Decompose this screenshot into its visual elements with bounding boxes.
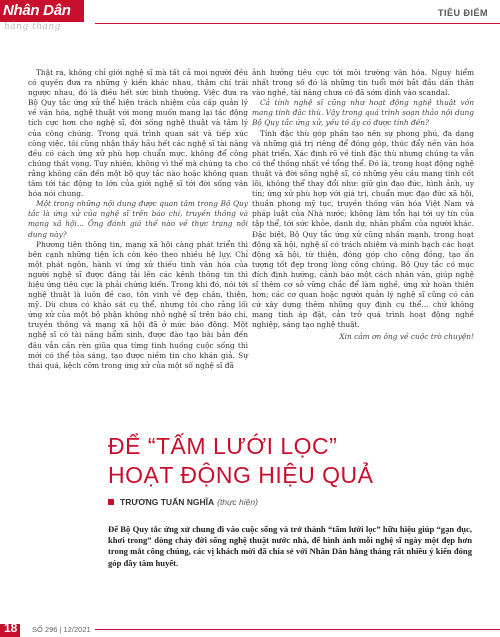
paragraph: Tính đặc thù góp phần tạo nên sự phong phú, đa dạng và những giá trị riêng để đóng góp, thúc đẩy nền văn hóa phát triển. Xác định rõ về tính đặc thù nhưng chúng ta vẫn có thể thống nhất về tổng thể. Đó là, trong hoạt động nghệ thuật và đời sống nghệ sĩ, có những yêu cầu mang tính cốt lõi, không thể thay đổi như: giữ gìn đạo đức, hình ảnh, uy tín; ứng xử phù hợp với giá trị, chuẩn mực đạo đức xã hội, thuần phong mỹ tục, truyền thống văn hóa Việt Nam và pháp luật của Nhà nước; không làm tổn hại tới uy tín của tập thể, tới sức khỏe, danh dự, nhân phẩm của người khác. Đặc biệt, Bộ Quy tắc ứng xử cũng nhấn mạnh, trong hoạt động xã hội, nghệ sĩ có trách nhiệm và minh bạch các hoạt động xã hội, từ thiện, đóng góp cho cộng đồng, tạo ấn tượng tốt đẹp trong lòng công chúng. Bộ Quy tắc có mục đích định hướng, cảnh báo một cách nhân văn, giúp nghệ sĩ thêm cơ sở vững chắc để làm nghề, ứng xử hoàn thiện hơn; các cơ quan hoặc người quản lý nghệ sĩ cũng có căn cứ xây dựng thêm những quy định cụ thể... chứ không mang tính áp đặt, cản trở quá trình hoạt động nghề nghiệp, sáng tạo nghệ thuật. <box>252 128 475 330</box>
paragraph: Phương tiện thông tin, mạng xã hội càng phát triển thì bên cạnh những tiện ích còn kéo theo nhiều hệ lụy. Chỉ một phát ngôn, hành vi ứng xử thiếu tinh văn hóa của người nghệ sĩ được đăng tải lên các kênh thông tin thì hiệu ứng tiêu cực là phải chứng kiến. Trong khi đó, nói tới nghệ thuật là luôn đề cao, tôn vinh vẻ đẹp chân, thiện, mỹ. Dù chưa có khảo sát cụ thể, nhưng tôi cho rằng lối ứng xử của một bộ phận không nhỏ nghệ sĩ trên báo chí, truyền thông và mạng xã hội đã ở mức báo động. Một nghệ sĩ có tài năng bẩm sinh, được đào tạo bài bản đến đâu vẫn cần rèn giũa qua từng tình huống cuộc sống thì mới có thể tỏa sáng, tạo được niềm tin cho khán giả. Sự thái quá, kệch cỡm trong ứng xử của một số nghệ sĩ đã <box>28 239 248 370</box>
headline-line: HOẠT ĐỘNG HIỆU QUẢ <box>108 462 374 488</box>
feature-headline <box>108 432 373 490</box>
logo-subtitle: hằng tháng <box>4 22 61 32</box>
headline-line: ĐỂ “TẤM LƯỚI LỌC” <box>108 433 338 459</box>
left-column <box>28 68 248 371</box>
right-column <box>252 68 474 343</box>
paragraph: ảnh hưởng tiêu cực tới môi trường văn hóa. Nguy hiểm nhất trong số đó là những tin tuổi mới bắt đầu dấn thân vào nghề, tài năng chưa có đã sớm dính vào scandal. <box>252 68 474 98</box>
logo-wordmark: Nhân Dân <box>0 0 84 22</box>
bullet-square-icon <box>108 499 114 505</box>
page-number: 18 <box>4 621 18 635</box>
footer-rule <box>95 629 500 630</box>
paragraph: Thật ra, không chỉ giới nghệ sĩ mà tất cả mọi người đều có quyền đưa ra những ý kiến khác nhau, thậm chí trái ngược nhau, đó là điều hết sức bình thường. Việc đưa ra Bộ Quy tắc ứng xử thể hiện trách nhiệm của cấp quản lý về văn hóa, nghệ thuật với mong muốn mang lại tác động tích cực hơn cho nghệ sĩ, đời sống nghệ thuật và tâm lý của công chúng. Trong quá trình quan sát và tiếp xúc công việc, tôi cũng nhận thấy hầu hết các nghệ sĩ tài năng đều có cách ứng xử phù hợp chuẩn mực, không để công chúng thất vọng. Tuy nhiên, không vì thế mà chúng ta cho rằng không cần đến một bộ quy tắc nào hoặc không quan tâm tới tác động to lớn của giới nghệ sĩ tới đời sống văn hóa nói chung. <box>28 68 248 199</box>
interview-question: Cả tính nghệ sĩ cũng như hoạt động nghệ thuật vốn mang tính đặc thù. Vậy trong quá trình soạn thảo nội dung Bộ Quy tắc ứng xử, yếu tố ấy có được tính đến? <box>252 98 474 128</box>
byline <box>108 497 258 507</box>
interview-question: Một trong những nội dung được quan tâm trong Bộ Quy tắc là ứng xử của nghệ sĩ trên báo chí, truyền thông và mạng xã hội... Ông đánh giá thế nào về thực trạng nội dung này? <box>28 199 248 239</box>
author-name: TRƯƠNG TUẤN NGHĨA <box>120 497 215 507</box>
closing-line: Xin cảm ơn ông về cuộc trò chuyện! <box>339 332 474 342</box>
author-role: (thực hiện) <box>217 497 258 507</box>
masthead-logo <box>0 0 120 40</box>
section-label: TIÊU ĐIỂM <box>437 8 488 18</box>
issue-label: SỐ 296 | 12/2021 <box>32 625 91 634</box>
feature-lead: Để Bộ Quy tắc ứng xử chung đi vào cuộc sống và trở thành “tấm lưới lọc” hữu hiệu giúp “gạn đục, khơi trong” dòng chảy đời sống nghệ thuật nước nhà, để hình ảnh mỗi nghệ sĩ ngày một đẹp hơn trong mắt công chúng, các vị khách mời đã chia sẻ với Nhân Dân hằng tháng rất nhiều ý kiến đóng góp đầy tâm huyết. <box>108 524 472 568</box>
header-rule <box>95 23 500 24</box>
